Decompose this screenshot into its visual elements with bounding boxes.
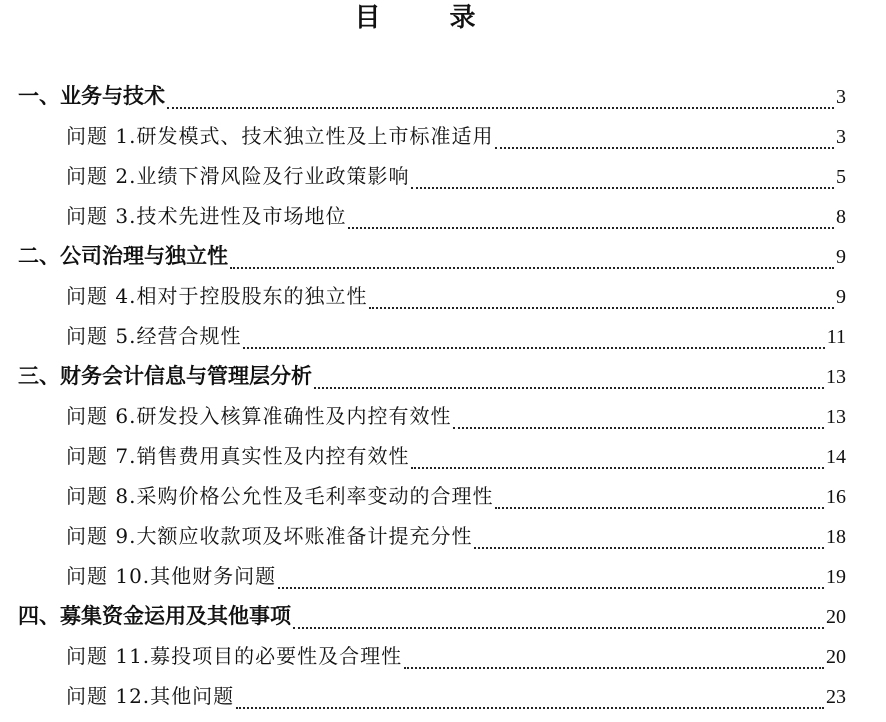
toc-entry-title: 问题 6.研发投入核算准确性及内控有效性 <box>66 404 452 428</box>
dot-leader <box>495 147 834 149</box>
toc-question-entry[interactable] <box>66 200 846 240</box>
dot-leader <box>411 467 824 469</box>
toc-entry-title: 问题 2.业绩下滑风险及行业政策影响 <box>66 164 410 188</box>
toc-section-entry[interactable] <box>18 600 846 640</box>
toc-page-number: 23 <box>826 686 846 708</box>
toc-question-entry[interactable] <box>66 280 846 320</box>
dot-leader <box>474 547 824 549</box>
toc-entry-title: 问题 4.相对于控股股东的独立性 <box>66 284 368 308</box>
dot-leader <box>293 627 824 629</box>
toc-question-entry[interactable] <box>66 120 846 160</box>
toc-question-entry[interactable] <box>66 400 846 440</box>
toc-question-entry[interactable] <box>66 160 846 200</box>
dot-leader <box>369 307 834 309</box>
toc-question-entry[interactable] <box>66 320 846 360</box>
toc-question-entry[interactable] <box>66 640 846 680</box>
dot-leader <box>453 427 824 429</box>
toc-section-entry[interactable] <box>18 240 846 280</box>
toc-page-number: 11 <box>826 326 846 348</box>
toc-entry-title: 问题 7.销售费用真实性及内控有效性 <box>66 444 410 468</box>
dot-leader <box>236 707 824 709</box>
toc-page-number: 8 <box>836 206 846 228</box>
toc-page-number: 20 <box>826 646 846 668</box>
toc-entry-title: 三、财务会计信息与管理层分析 <box>18 364 312 388</box>
dot-leader <box>411 187 834 189</box>
toc-entry-title: 问题 5.经营合规性 <box>66 324 242 348</box>
toc-page-number: 5 <box>836 166 846 188</box>
toc-page-number: 13 <box>826 406 846 428</box>
dot-leader <box>230 267 834 269</box>
toc-entry-title: 问题 11.募投项目的必要性及合理性 <box>66 644 403 668</box>
toc-section-entry[interactable] <box>18 80 846 120</box>
document-title: 目 录 <box>354 3 506 33</box>
toc-entry-title: 一、业务与技术 <box>18 84 165 108</box>
toc-page-number: 19 <box>826 566 846 588</box>
toc-page-number: 16 <box>826 486 846 508</box>
dot-leader <box>167 107 834 109</box>
dot-leader <box>404 667 824 669</box>
toc-question-entry[interactable] <box>66 560 846 600</box>
toc-entry-title: 问题 10.其他财务问题 <box>66 564 277 588</box>
toc-page-number: 13 <box>826 366 846 388</box>
toc-page-number: 9 <box>836 286 846 308</box>
toc-entry-title: 四、募集资金运用及其他事项 <box>18 604 291 628</box>
dot-leader <box>495 507 824 509</box>
toc-question-entry[interactable] <box>66 480 846 520</box>
toc-question-entry[interactable] <box>66 520 846 560</box>
toc-question-entry[interactable] <box>66 680 846 720</box>
toc-page-number: 18 <box>826 526 846 548</box>
dot-leader <box>314 387 824 389</box>
toc-page-number: 3 <box>836 86 846 108</box>
toc-entry-title: 二、公司治理与独立性 <box>18 244 228 268</box>
toc-entry-title: 问题 1.研发模式、技术独立性及上市标准适用 <box>66 124 494 148</box>
toc-page-number: 9 <box>836 246 846 268</box>
toc-page-number: 3 <box>836 126 846 148</box>
toc-question-entry[interactable] <box>66 440 846 480</box>
toc-entry-title: 问题 8.采购价格公允性及毛利率变动的合理性 <box>66 484 494 508</box>
toc-page-number: 14 <box>826 446 846 468</box>
toc-page-number: 20 <box>826 606 846 628</box>
toc-entry-title: 问题 12.其他问题 <box>66 684 235 708</box>
dot-leader <box>243 347 824 349</box>
toc-entry-title: 问题 3.技术先进性及市场地位 <box>66 204 347 228</box>
dot-leader <box>278 587 824 589</box>
dot-leader <box>348 227 834 229</box>
toc-entry-title: 问题 9.大额应收款项及坏账准备计提充分性 <box>66 524 473 548</box>
toc-section-entry[interactable] <box>18 360 846 400</box>
